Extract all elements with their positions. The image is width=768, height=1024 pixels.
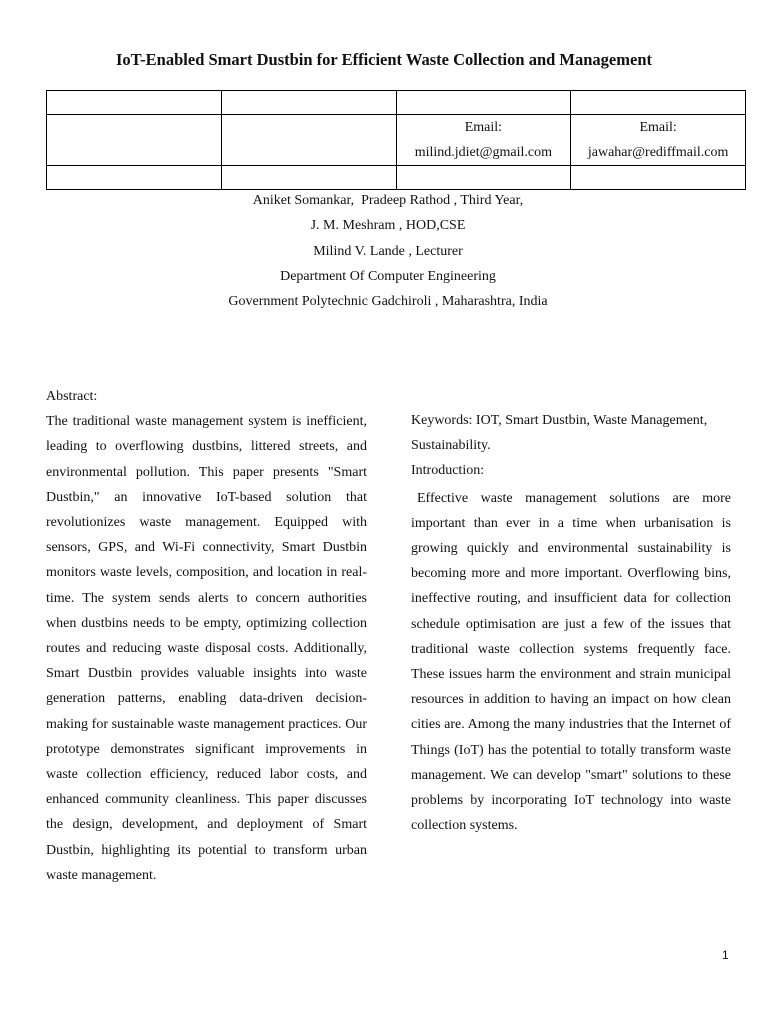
table-cell bbox=[221, 91, 396, 115]
email-label: Email: bbox=[464, 120, 503, 135]
affiliation-block bbox=[0, 188, 768, 314]
introduction-heading: Introduction: bbox=[411, 463, 485, 479]
paper-title: IoT-Enabled Smart Dustbin for Efficient Waste Collection and Management bbox=[116, 50, 652, 69]
table-row bbox=[47, 166, 746, 190]
table-cell bbox=[396, 166, 571, 190]
email-label: Email: bbox=[639, 120, 677, 135]
table-cell bbox=[221, 115, 396, 166]
right-column bbox=[411, 408, 731, 838]
department: Department Of Computer Engineering bbox=[280, 268, 496, 284]
table-cell bbox=[396, 91, 571, 115]
email-address: jawahar@rediffmail.com bbox=[587, 145, 729, 160]
author-table bbox=[46, 90, 746, 190]
abstract-heading: Abstract: bbox=[46, 389, 98, 404]
table-cell bbox=[571, 166, 746, 190]
institution: Government Polytechnic Gadchiroli , Maharashtra, India bbox=[228, 294, 548, 310]
table-row bbox=[47, 115, 746, 166]
abstract-body: The traditional waste management system is inefficient, leading to overflowing dustbins, littered streets, and environmental pollution. This paper presents "Smart Dustbin," an innovative IoT-based solution that revolutionizes waste management. Equipped with sensors, GPS, and Wi-Fi connectivity, Smart Dustbin monitors waste levels, composition, and location in real-time. The system sends alerts to concern authorities when dustbins needs to be empty, optimizing collection routes and reducing waste disposal costs. Additionally, Smart Dustbin provides valuable insights into waste generation patterns, enabling data-driven decision-making for sustainable waste management practices. Our prototype demonstrates significant improvements in waste collection efficiency, reduced labor costs, and enhanced community cleanliness. This paper discusses the design, development, and deployment of Smart Dustbin, highlighting its potential to transform urban waste management. bbox=[46, 414, 367, 883]
table-cell bbox=[221, 166, 396, 190]
left-column bbox=[46, 384, 367, 888]
email-cell-2 bbox=[571, 115, 746, 166]
table-cell bbox=[47, 91, 222, 115]
email-cell-1 bbox=[396, 115, 571, 166]
table-cell bbox=[571, 91, 746, 115]
author-names: Aniket Somankar, Pradeep Rathod , Third Year, bbox=[252, 193, 524, 208]
table-row bbox=[47, 91, 746, 115]
table-cell bbox=[47, 115, 222, 166]
introduction-body: Effective waste management solutions are more important than ever in a time when urbanisation is growing quickly and environmental sustainability is becoming more and more important. Overflowing bins, ineffective routing, and insufficient data for collection schedule optimisation are just a few of the issues that traditional waste collection systems frequently face. These issues harm the environment and strain municipal resources in addition to having an impact on how clean cities are. Among the many industries that the Internet of Things (IoT) has the potential to totally transform waste management. We can develop "smart" solutions to these problems by incorporating IoT technology into waste collection systems. bbox=[411, 490, 731, 834]
page-number: 1 bbox=[722, 948, 729, 962]
keywords: Keywords: IOT, Smart Dustbin, Waste Management, Sustainability. bbox=[411, 413, 708, 454]
author-hod: J. M. Meshram , HOD,CSE bbox=[310, 218, 466, 234]
author-lecturer: Milind V. Lande , Lecturer bbox=[313, 243, 463, 259]
email-address: milind.jdiet@gmail.com bbox=[414, 145, 553, 160]
table-cell bbox=[47, 166, 222, 190]
